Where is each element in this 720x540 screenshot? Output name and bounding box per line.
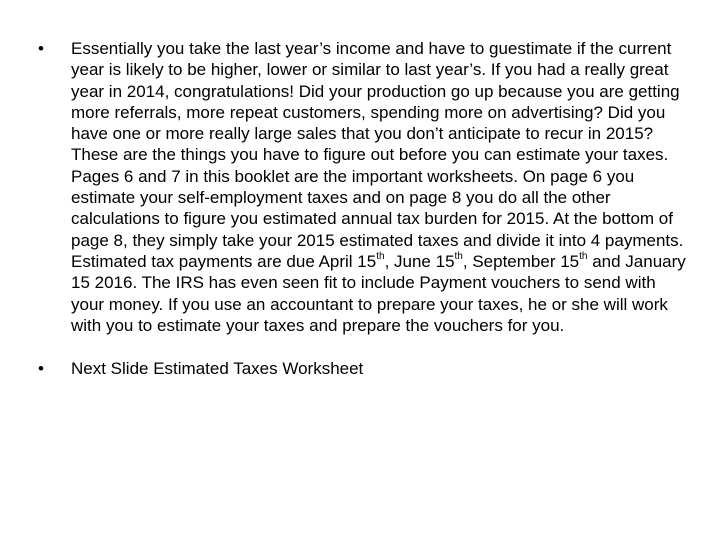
bullet-text-next-slide: Next Slide Estimated Taxes Worksheet (71, 359, 364, 379)
ordinal-suffix: th (579, 251, 588, 263)
bullet-text-estimate-explanation (71, 38, 688, 336)
bullet-point-icon: • (38, 39, 44, 58)
bullet-text-segment: and January 15 2016. The IRS has even seen fit to include Payment vouchers to send with your money. If you use an accountant to prepare your taxes, he or she will work with you to estimate your taxes and prepare the vouchers for you. (71, 251, 686, 335)
ordinal-suffix: th (376, 251, 385, 263)
bullet-text-segment: , September 15 (462, 251, 580, 271)
bullet-item-next-slide (38, 358, 688, 379)
bullet-text-segment: , June 15 (384, 251, 455, 271)
bullet-text-segment: Essentially you take the last year’s income and have to guestimate if the current year is likely to be higher, lower or similar to last year’s. If you had a really great year in 2014, congratulations! Did your production go up because you are getting more referrals, more repeat customers, spending more on advertising? Did you have one or more really large sales that you don’t anticipate to recur in 2015? These are the things you have to figure out before you can estimate your taxes. Pages 6 and 7 in this booklet are the important worksheets. On page 6 you estimate your self-employment taxes and on page 8 you do all the other calculations to figure you estimated annual tax burden for 2015. At the bottom of page 8, they simply take your 2015 estimated taxes and divide it into 4 payments. Estimated tax payments are due April 15 (71, 39, 684, 271)
bullet-point-icon: • (38, 359, 44, 379)
bullet-list (38, 38, 688, 379)
ordinal-suffix: th (454, 251, 463, 263)
bullet-item-estimate-explanation (38, 38, 688, 336)
